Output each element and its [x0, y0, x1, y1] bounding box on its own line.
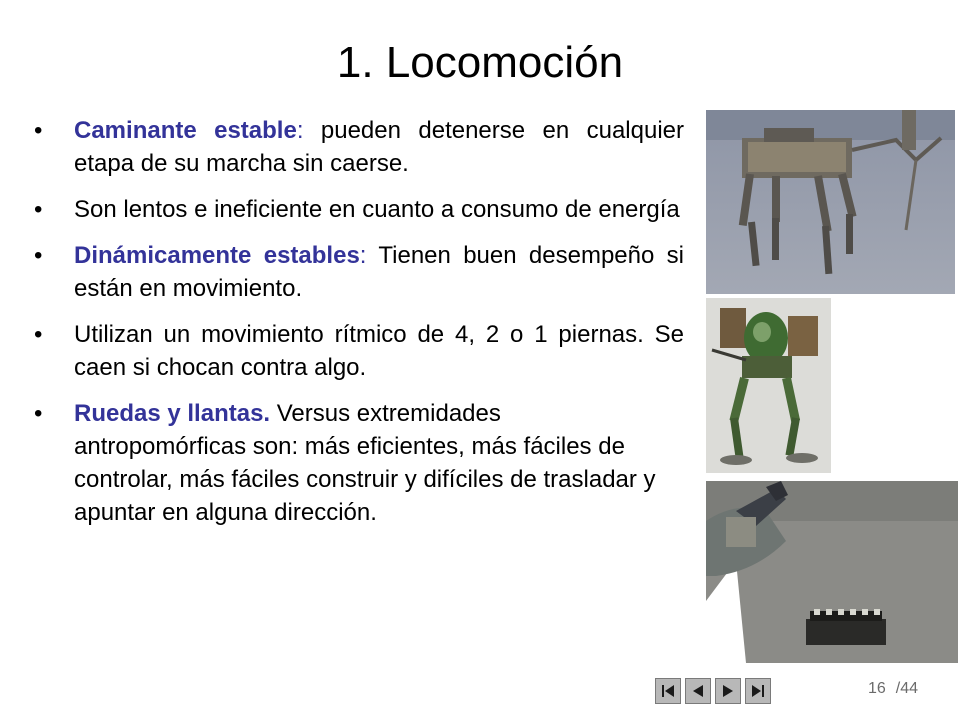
bullet-marker: •	[34, 117, 43, 144]
bullet-text: Tienen buen desempeño si están en movimiento.	[74, 242, 684, 302]
bullet-item	[34, 114, 684, 180]
page-indicator	[868, 680, 918, 698]
bullet-highlight: Caminante estable	[74, 117, 297, 144]
bullet-text: Versus extremidades antropomórficas son: más eficientes, más fáciles de controlar, más fáciles construir y difíciles de trasladar y apuntar en alguna dirección.	[74, 400, 656, 526]
bullet-item	[34, 397, 684, 529]
bullet-text: pueden detenerse en cualquier etapa de su marcha sin caerse.	[74, 117, 685, 177]
bullet-list	[34, 114, 684, 542]
previous-page-icon	[689, 682, 707, 700]
bullet-item	[34, 318, 684, 384]
bipedal-mech-robot-render	[706, 298, 831, 473]
bullet-text: Utilizan un movimiento rítmico de 4, 2 o 1 piernas. Se caen si chocan contra algo.	[74, 321, 684, 381]
page-current: 16	[868, 680, 886, 697]
bullet-marker: •	[34, 321, 43, 348]
bullet-highlight: Ruedas y llantas.	[74, 400, 271, 427]
last-page-icon	[749, 682, 767, 700]
bullet-separator: :	[359, 242, 367, 269]
bullet-item	[34, 239, 684, 305]
next-page-button[interactable]	[715, 678, 741, 704]
bullet-highlight: Dinámicamente estables	[74, 242, 360, 269]
first-page-icon	[659, 682, 677, 700]
bullet-text: Son lentos e ineficiente en cuanto a consumo de energía	[74, 196, 680, 223]
bullet-separator: :	[296, 117, 304, 144]
previous-page-button[interactable]	[685, 678, 711, 704]
slide-navigation	[655, 678, 771, 704]
bullet-marker: •	[34, 196, 43, 223]
last-page-button[interactable]	[745, 678, 771, 704]
page-total: /44	[895, 680, 919, 697]
four-legged-walking-robot-photo	[706, 110, 955, 294]
bullet-marker: •	[34, 242, 43, 269]
next-page-icon	[719, 682, 737, 700]
tracked-robot-on-pavement-photo	[706, 481, 958, 663]
bullet-marker: •	[34, 400, 43, 427]
first-page-button[interactable]	[655, 678, 681, 704]
bullet-item	[34, 193, 684, 226]
slide-title: 1. Locomoción	[336, 38, 624, 87]
